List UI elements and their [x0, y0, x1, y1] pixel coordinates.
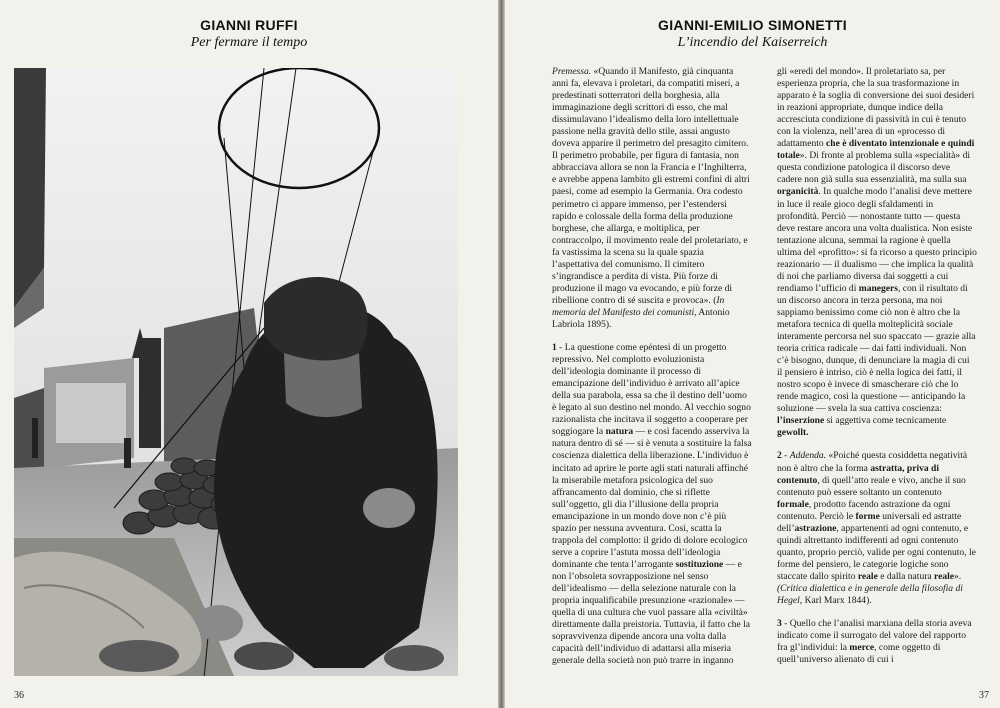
page-number: 37 [979, 690, 989, 701]
article-subtitle: L’incendio del Kaiserreich [677, 35, 828, 50]
paragraph: 2 - Addenda. «Poiché questa cosiddetta negatività non è altro che la forma astratta, priva di contenuto, di quell’atto reale e vivo, anche il suo contenuto può essere soltanto un contenuto formale, prodotto facendo astrazione da ogni contenuto. Perciò le forme universali ed astratte dell’astrazione, appartenenti ad ogni contenuto, e quindi altrettanto indifferenti ad ogni contenuto quanto, proprio perciò, valide per ogni contenuto, le forme del pensiero, le categorie logiche sono staccate dallo spirito reale e dalla natura reale». (Critica dialettica e in generale della filosofia di Hegel, Karl Marx 1844). [777, 450, 976, 607]
article-subtitle: Per fermare il tempo [190, 35, 308, 50]
photo-icon [14, 68, 458, 676]
book-gutter [498, 0, 505, 708]
text-column-left [552, 66, 752, 667]
right-page [505, 0, 1000, 708]
paragraph: gli «eredi del mondo». Il proletariato sa, per esperienza propria, che la sua trasformazione in apparato è la soglia di conversione dei suoi desideri in reazioni appropriate, dunque indice della accresciuta condizione di passività in cui è tenuto con la violenza, nell’area di un «processo di adattamento che è diventato intenzionale e quindi totale». Di fronte al problema sulla «specialità» di questa condizione patologica il discorso deve cadere non già sulla sua essenzialità, ma sulla sua organicità. In qualche modo l’analisi deve mettere in luce il reale gioco degli sfaldamenti in profondità. Perciò — nonostante tutto — questa deve restare ancora una volta dualistica. Non esiste tentazione alcuna, semmai la ragione è quella ultima del «profitto»: si fa ricorso a questo principio reazionario — il dualismo — che implica la qualità di noi che parliamo diversa dai soggetti a cui rendiamo l’ufficio di manegers, con il risultato di un discorso ancora in terza persona, ma noi sappiamo benissimo come ciò non è altro che la metafora tecnica di quella molteplicità sociale interamente percorsa nel suo spaccato — grazie alla teoria critica radicale — dai fatti individuali. Non c’è bisogno, dunque, di denunciare la magia di cui il pensiero è intriso, ciò è nella logica dei fatti, il nostro scopo è invece di smascherare ciò che lo rende magico, così la questione — anticipando la soluzione — svela la sua cattiva coscienza: l’inserzione si aggettiva come tecnicamente gewollt. [777, 66, 977, 439]
photograph [14, 68, 458, 676]
text-column-right [777, 66, 977, 666]
author-name: GIANNI-EMILIO SIMONETTI [658, 17, 847, 33]
paragraph: 1 - La questione come epéntesi di un progetto repressivo. Nel complotto evoluzionista dell’ideologia dominante il processo di emancipazione dell’individuo è arrivato all’apice della sua parabola, essa sa che il destino dell’uomo è legato al suo destino nel mondo. Al vecchio sogno razionalista che incitava il soggetto a cooperare per soggiogare la natura — e così facendo asserviva la natura dentro di sé — si è venuta a sostituire la falsa coscienza dialettica della liberazione. L’individuo è incitato ad aprire le porte agli stati naturali affinché la miserabile metafora psicologica del suo affrancamento dal dominio, che si riflette sull’oggetto, gli dia l’illusione della propria emancipazione in un mondo dove non c’è più spazio per nessuna avventura. Così, scatta la trappola del complotto: il grido di dolore ecologico serve a coprire l’astuta mossa dell’ideologia dominante che tenta l’arrogante sostituzione — e non l’obsoleta sovrapposizione nel senso dell’idealismo — della selezione naturale con la propria inqualificabile presunzione «razionale» — quella di una cultura che vuol passare alla «civiltà» direttamente dalla preistoria. Tuttavia, il fatto che la sopravvivenza dipende ancora una volta dalla capacità dell’individuo di adattarsi alla miseria generale della società non può trarre in inganno [552, 342, 752, 667]
author-name: GIANNI RUFFI [200, 17, 298, 33]
page-number: 36 [14, 690, 24, 701]
left-page [0, 0, 498, 708]
paragraph: 3 - Quello che l’analisi marxiana della storia aveva indicato come il surrogato del valore del rapporto fra gl’individui: la merce, come oggetto di quell’universo alienato di cui i [777, 618, 972, 666]
paragraph: Premessa. «Quando il Manifesto, già cinquanta anni fa, elevava i proletari, da compatiti miseri, a predestinati sotterratori della borghesia, alla immaginazione degli scrittori di esso, che mal dissimulavano l’idealismo della loro intellettuale passione nella gravità dello stile, assai angusto doveva apparire il perimetro del presagito cimitero. Il perimetro probabile, per figura di fantasia, non abbracciava allora se non la Francia e l’Inghilterra, e avrebbe appena lambito gli estremi confini di altri paesi, come ad esempio la Germania. Ora codesto perimetro ci appare immenso, per l’estendersi rapido e colossale della forma della produzione borghese, che allarga, e moltiplica, per contraccolpo, il movimento reale del proletariato, e fa vastissima la scena su la quale spazia l’aspettativa del comunismo. Il cimitero s’ingrandisce a perdita di vista. Più forze di produzione il mago va evocando, e più forze di ribellione contro di sé suscita e provoca». (In memoria del Manifesto dei comunisti, Antonio Labriola 1895). [552, 66, 750, 330]
